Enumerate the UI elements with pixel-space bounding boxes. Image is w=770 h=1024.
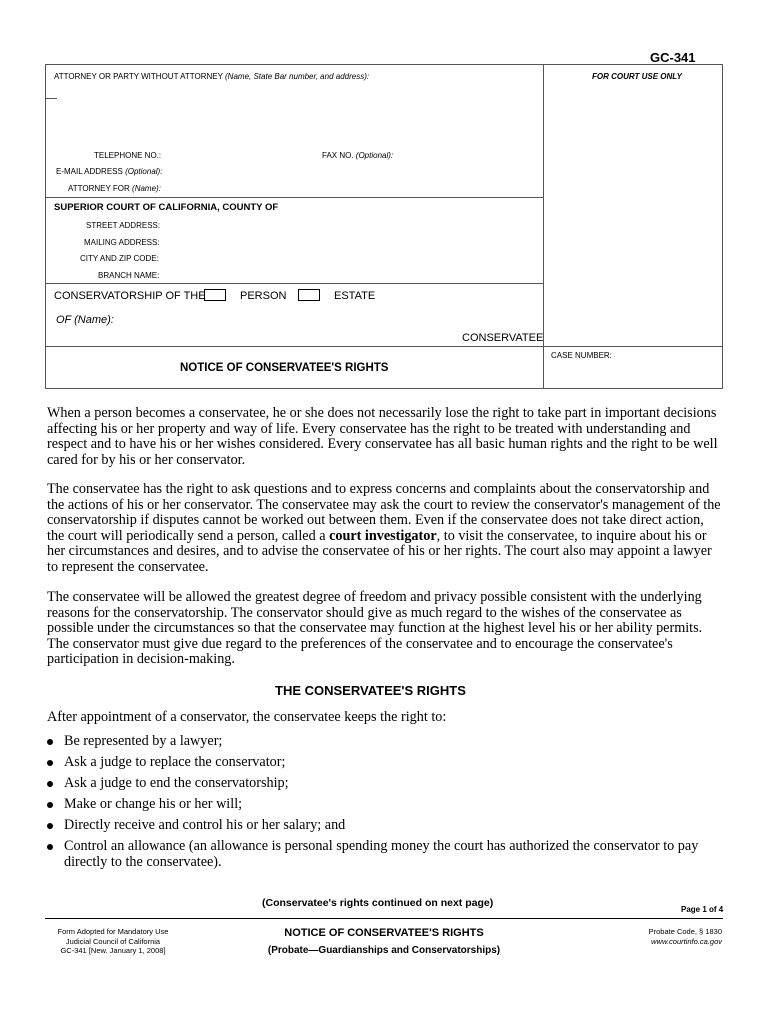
footer-title: NOTICE OF CONSERVATEE'S RIGHTS (284, 927, 484, 939)
estate-label: ESTATE (334, 290, 376, 302)
court-investigator-term: court investigator (329, 527, 437, 544)
continued-note: (Conservatee's rights continued on next page) (262, 897, 494, 909)
of-name-label: OF (Name): (56, 314, 114, 326)
section-rule (45, 283, 543, 284)
branch-field[interactable] (160, 268, 538, 282)
list-item: Directly receive and control his or her salary; and (47, 818, 724, 834)
telephone-label: TELEPHONE NO.: (94, 151, 162, 160)
bullet-icon (47, 802, 53, 808)
attorney-for-label: ATTORNEY FOR (Name): (68, 184, 161, 193)
estate-checkbox[interactable] (298, 289, 320, 301)
street-label: STREET ADDRESS: (86, 221, 161, 230)
city-label: CITY AND ZIP CODE: (80, 254, 159, 263)
conservatorship-label: CONSERVATORSHIP OF THE (54, 290, 206, 302)
bullet-icon (47, 781, 53, 787)
bullet-icon (47, 760, 53, 766)
intro-paragraph: When a person becomes a conservatee, he or she does not necessarily lose the right to take part in important decisions affecting his or her property and way of life. Every conservatee has the right to be treated with understanding and respect and to have his or her wishes considered. Every conservatee has all basic human rights and the right to be well cared for by his or her conservator. (47, 405, 718, 468)
conservatee-label: CONSERVATEE (462, 332, 544, 344)
list-item: Be represented by a lawyer; (47, 734, 724, 750)
footer-subtitle: (Probate—Guardianships and Conservatorships) (267, 945, 501, 956)
branch-label: BRANCH NAME: (98, 271, 160, 280)
attorney-for-field[interactable] (160, 181, 538, 195)
email-field[interactable] (160, 164, 538, 178)
attorney-name-field[interactable] (58, 86, 538, 146)
form-number: GC-341 (650, 50, 696, 65)
section-rule (45, 197, 543, 198)
notice-title: NOTICE OF CONSERVATEE'S RIGHTS (180, 362, 389, 374)
bullet-icon (47, 823, 53, 829)
rights-heading: THE CONSERVATEE'S RIGHTS (275, 683, 466, 698)
bullet-icon (47, 739, 53, 745)
list-item: Make or change his or her will; (47, 797, 724, 813)
list-item: Control an allowance (an allowance is personal spending money the court has authorized the conservator to pay directly to the conservatee). (47, 839, 724, 870)
rights-list (47, 734, 724, 876)
attorney-label: ATTORNEY OR PARTY WITHOUT ATTORNEY (Name, State Bar number, and address): (54, 72, 370, 81)
telephone-field[interactable] (160, 148, 310, 162)
mailing-label: MAILING ADDRESS: (84, 238, 160, 247)
person-label: PERSON (240, 290, 287, 302)
bullet-icon (47, 844, 53, 850)
section-rule (45, 346, 723, 347)
list-item: Ask a judge to end the conservatorship; (47, 776, 724, 792)
list-item: Ask a judge to replace the conservator; (47, 755, 724, 771)
city-field[interactable] (160, 251, 538, 265)
conservatee-name-field[interactable] (120, 311, 538, 327)
case-number-label: CASE NUMBER: (551, 351, 612, 360)
website-link[interactable]: www.courtinfo.ca.gov (651, 937, 722, 946)
rights-paragraph: The conservatee has the right to ask questions and to express concerns and complaints about the conservatorship and the actions of his or her conservator. The conservatee may ask the court to review the conservator's management of the conservatorship if disputes cannot be worked out between them. Even if the conservatee does not take direct action, the court will periodically send a person, called a court investigator, to visit the conservatee, to inquire about his or her circumstances and desires, and to advise the conservatee of his or her rights. The court also may appoint a lawyer to represent the conservatee. (47, 481, 721, 575)
rights-intro: After appointment of a conservator, the conservatee keeps the right to: (47, 709, 447, 725)
mailing-field[interactable] (160, 235, 538, 249)
footer-rule (45, 918, 723, 919)
code-citation: Probate Code, § 1830 www.courtinfo.ca.gov (600, 927, 722, 947)
page-number: Page 1 of 4 (681, 905, 724, 914)
court-use-label: FOR COURT USE ONLY (592, 72, 682, 81)
fax-label: FAX NO. (Optional): (322, 151, 394, 160)
court-title: SUPERIOR COURT OF CALIFORNIA, COUNTY OF (54, 202, 279, 213)
street-field[interactable] (160, 218, 538, 232)
dash-mark (45, 98, 57, 99)
fax-field[interactable] (392, 148, 537, 162)
person-checkbox[interactable] (204, 289, 226, 301)
freedom-paragraph: The conservatee will be allowed the greatest degree of freedom and privacy possible consistent with the underlying reasons for the conservatorship. The conservator should give as much regard to the wishes of the conservatee as possible under the circumstances so that the conservatee may function at the highest level his or her ability permits. The conservator must give due regard to the preferences of the conservatee and to encourage the conservatee's participation in decision-making. (47, 589, 703, 668)
email-label: E-MAIL ADDRESS (Optional): (56, 167, 163, 176)
adoption-note: Form Adopted for Mandatory Use Judicial Council of California GC-341 [New. January 1, 2008] (57, 927, 169, 955)
case-number-field[interactable] (551, 362, 717, 382)
